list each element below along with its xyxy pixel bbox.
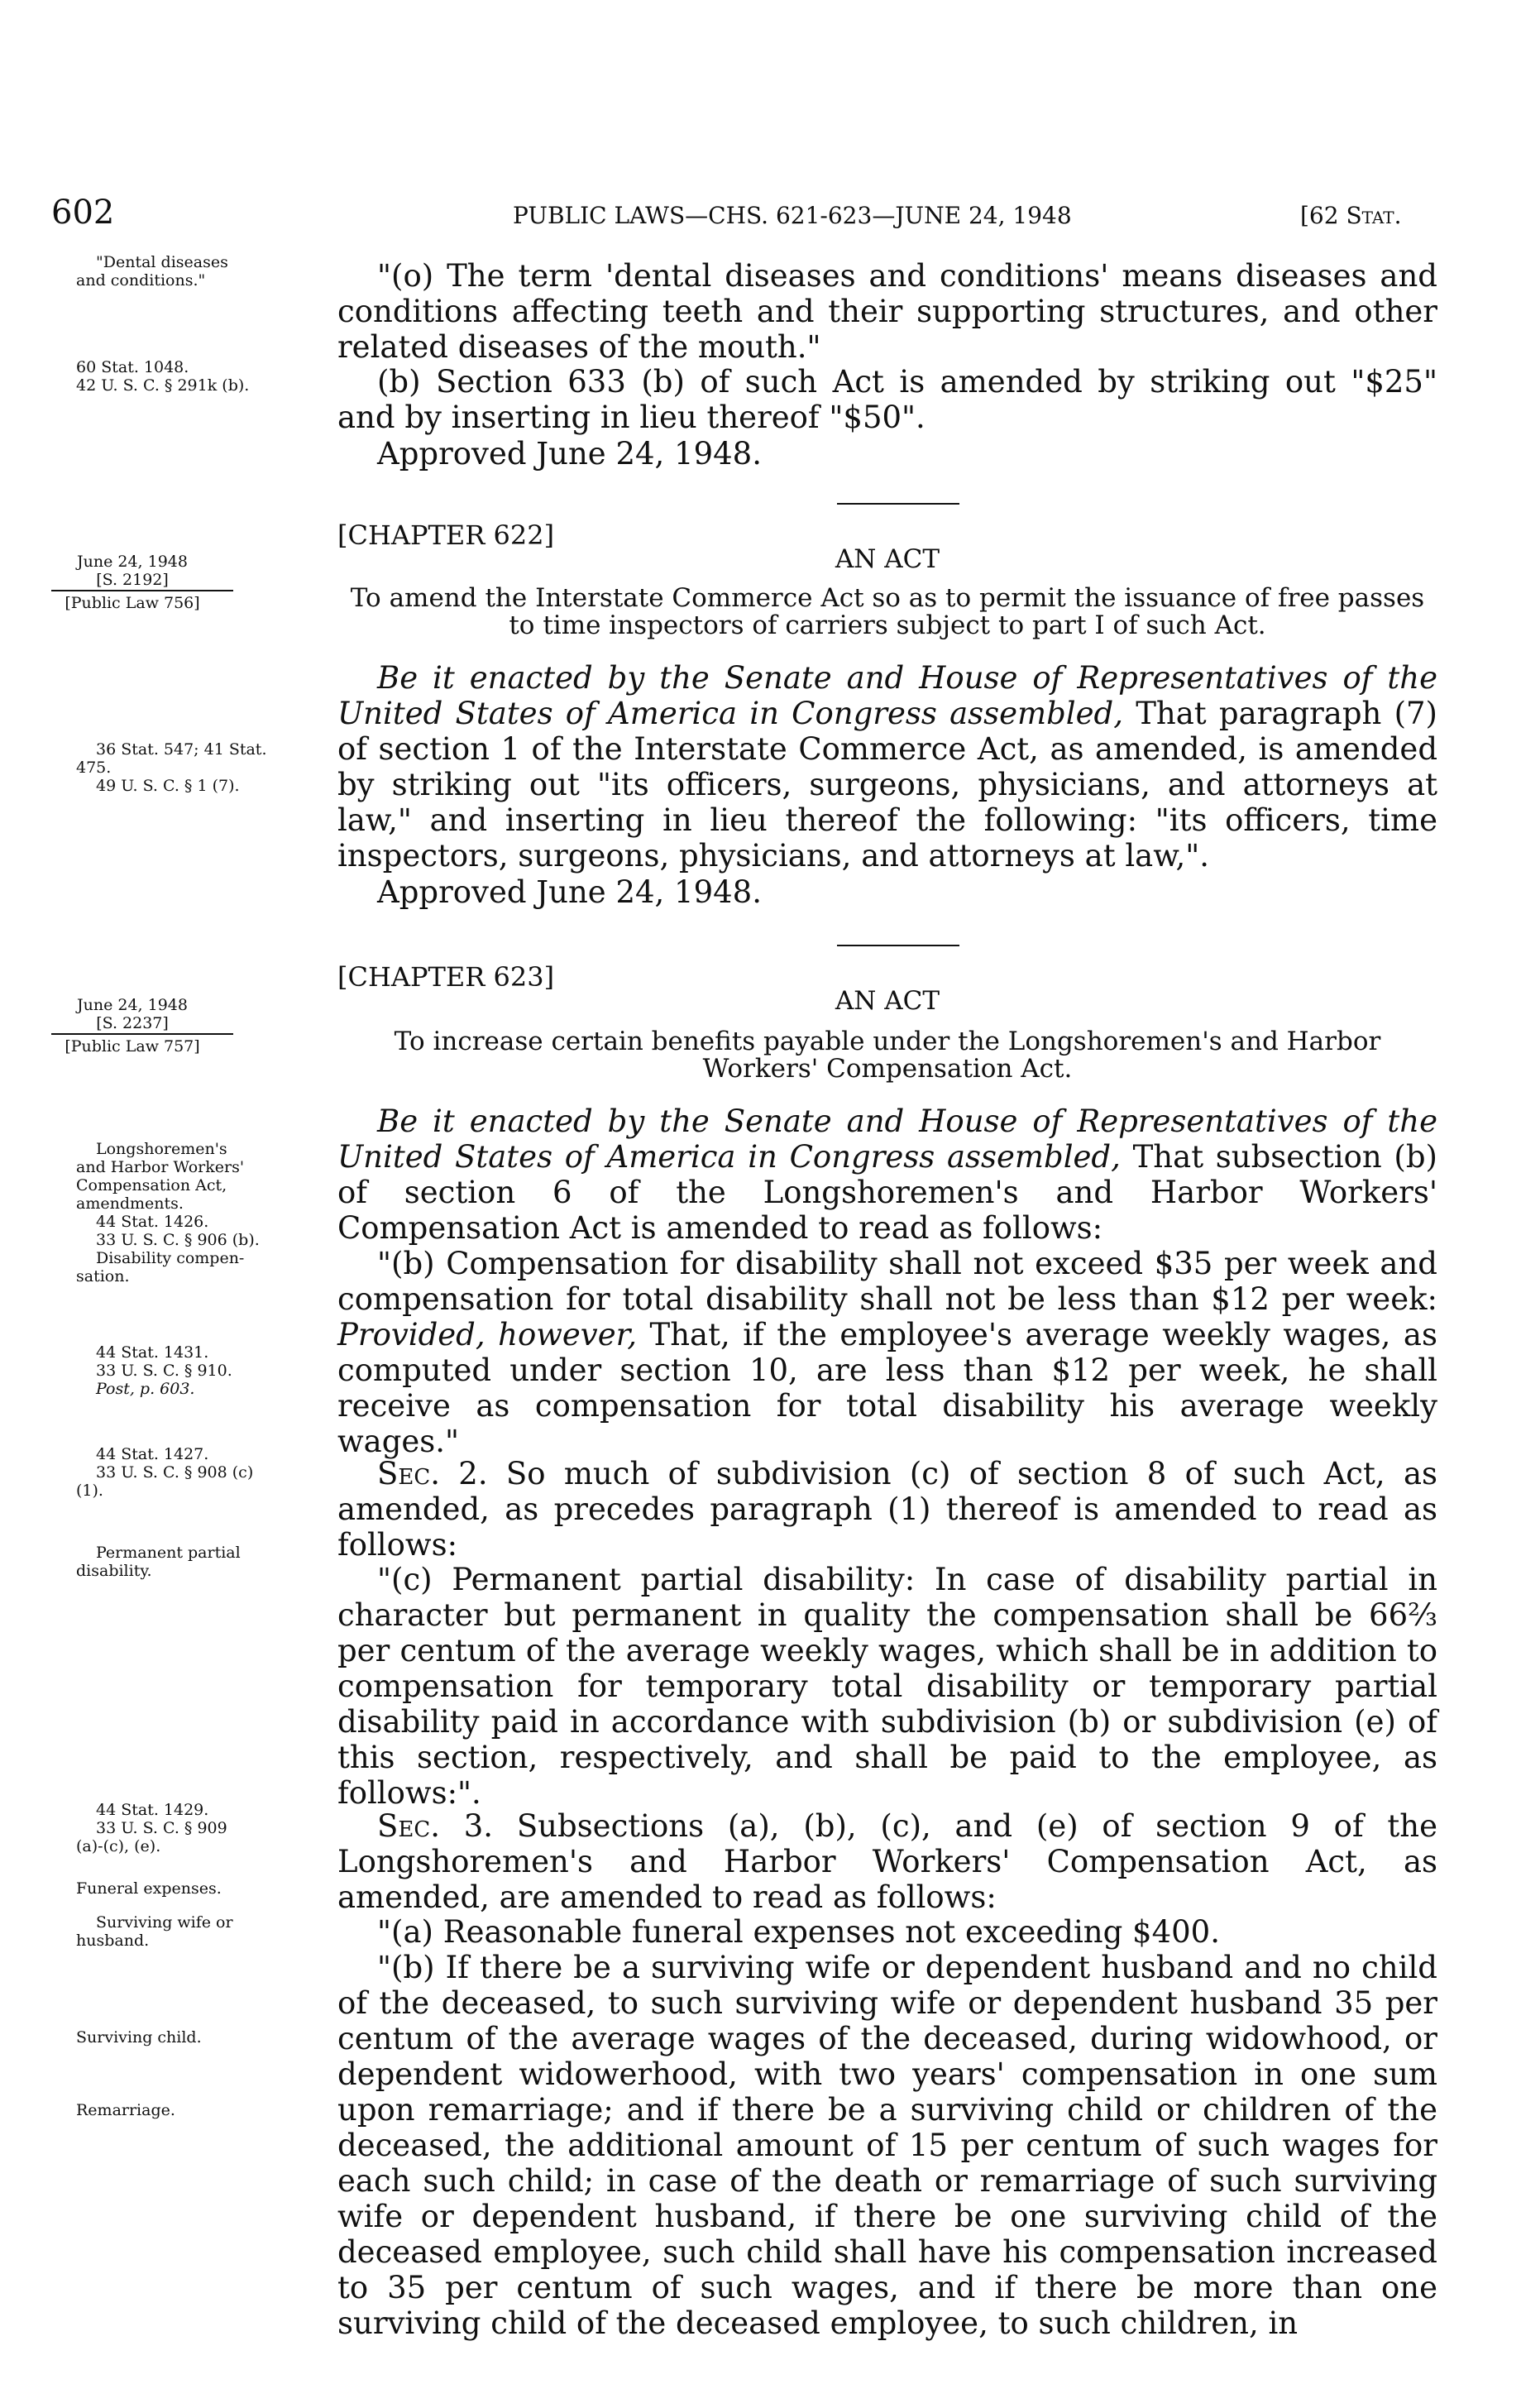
approval-date: Approved June 24, 1948.: [377, 436, 762, 472]
enacting-paragraph: Be it enacted by the Senate and House of Representatives of the United States of America in Congress assembled, That paragraph (7) of section 1 of the Interstate Commerce Act, as amended, is amended by striking out "its officers, surgeons, physicians, and attorneys at law," and inserting in lieu thereof the following: "its officers, time inspectors, surgeons, physicians, and attorneys at law,".: [337, 660, 1437, 874]
act-title: To increase certain benefits payable under the Longshoremen's and Harbor Workers' Compensation Act.: [394, 1027, 1381, 1084]
paragraph-permanent-partial: "(c) Permanent partial disability: In case of disability partial in character but permanent in quality the compensation shall be 66⅔ per centum of the average weekly wages, which shall be in addition to compensation for temporary total disability or temporary partial disability paid in accordance with subdivision (b) or subdivision (e) of this section, respectively, and shall be paid to the employee, as follows:".: [337, 1562, 1437, 1811]
margin-note-citation: 36 Stat. 547; 41 Stat. 475. 49 U. S. C. § 1 (7).: [76, 740, 267, 795]
paragraph-section-633: (b) Section 633 (b) of such Act is amended by striking out "$25" and by inserting in lieu thereof "$50".: [337, 364, 1437, 435]
volume-reference: [62 Stat.: [1300, 202, 1402, 229]
paragraph-disability-compensation: "(b) Compensation for disability shall not exceed $35 per week and compensation for total disability shall not be less than $12 per week: Provided, however, That, if the employee's average weekly wages, as computed under section 10, are less than $12 per week, he shall receive as compensation for total disability his average weekly wages.": [337, 1246, 1437, 1459]
margin-note-ch622-public-law: [Public Law 756]: [65, 594, 200, 612]
margin-note-citation: 44 Stat. 1431. 33 U. S. C. § 910. Post, p. 603.: [96, 1343, 232, 1398]
margin-note-funeral: Funeral expenses.: [76, 1879, 222, 1898]
paragraph-dental-definition: "(o) The term 'dental diseases and conditions' means diseases and conditions affecting teeth and their supporting structures, and other related diseases of the mouth.": [337, 258, 1437, 365]
paragraph-funeral-expenses: "(a) Reasonable funeral expenses not exceeding $400.: [377, 1914, 1220, 1950]
margin-note-surviving-child: Surviving child.: [76, 2028, 202, 2047]
margin-note-citation: 44 Stat. 1427. 33 U. S. C. § 908 (c) (1).: [76, 1445, 254, 1500]
act-title: To amend the Interstate Commerce Act so as to permit the issuance of free passes to time inspectors of carriers subject to part I of such Act.: [350, 583, 1425, 640]
margin-note-citation: 60 Stat. 1048. 42 U. S. C. § 291k (b).: [76, 358, 250, 395]
margin-note-ch623-public-law: [Public Law 757]: [65, 1037, 200, 1056]
section-rule: [837, 945, 959, 946]
paragraph-section-2: Sec. 2. So much of subdivision (c) of section 8 of such Act, as amended, as precedes paragraph (1) thereof is amended to read as follows:: [337, 1456, 1437, 1563]
margin-note-longshoremen: Longshoremen's and Harbor Workers' Compensation Act, amendments. 44 Stat. 1426. 33 U. S. C. § 906 (b). Disability compen- sation.: [76, 1140, 260, 1285]
section-rule: [837, 503, 959, 505]
page-number: 602: [51, 194, 115, 232]
margin-note-ch622-dateline: June 24, 1948 [S. 2192]: [77, 553, 188, 589]
running-title: PUBLIC LAWS—CHS. 621-623—JUNE 24, 1948: [513, 202, 1072, 229]
margin-rule: [51, 1033, 233, 1035]
margin-note-ch623-dateline: June 24, 1948 [S. 2237]: [77, 996, 188, 1032]
margin-rule: [51, 590, 233, 591]
margin-note-dental: "Dental diseases and conditions.": [76, 253, 228, 290]
approval-date: Approved June 24, 1948.: [377, 874, 762, 910]
margin-note-permanent-partial: Permanent partial disability.: [76, 1544, 241, 1580]
margin-note-surviving-spouse: Surviving wife or husband.: [76, 1913, 233, 1950]
act-heading: AN ACT: [835, 544, 940, 574]
paragraph-section-3: Sec. 3. Subsections (a), (b), (c), and (e) of section 9 of the Longshoremen's and Harbor Workers' Compensation Act, as amended, are amended to read as follows:: [337, 1808, 1438, 1915]
enacting-paragraph: Be it enacted by the Senate and House of Representatives of the United States of America in Congress assembled, That subsection (b) of section 6 of the Longshoremen's and Harbor Workers' Compensation Act is amended to read as follows:: [337, 1103, 1437, 1246]
chapter-heading: [CHAPTER 622]: [337, 519, 555, 551]
chapter-heading: [CHAPTER 623]: [337, 961, 555, 993]
act-heading: AN ACT: [835, 986, 940, 1016]
paragraph-surviving-spouse: "(b) If there be a surviving wife or dependent husband and no child of the deceased, to such surviving wife or dependent husband 35 per centum of the average wages of the deceased, during widowhood, or dependent widowerhood, with two years' compensation in one sum upon remarriage; and if there be a surviving child or children of the deceased, the additional amount of 15 per centum of such wages for each such child; in case of the death or remarriage of such surviving wife or dependent husband, if there be one surviving child of the deceased employee, such child shall have his compensation increased to 35 per centum of such wages, and if there be more than one surviving child of the deceased employee, to such children, in: [337, 1950, 1437, 2341]
margin-note-remarriage: Remarriage.: [76, 2101, 175, 2119]
margin-note-citation: 44 Stat. 1429. 33 U. S. C. § 909 (a)-(c), (e).: [76, 1801, 227, 1855]
